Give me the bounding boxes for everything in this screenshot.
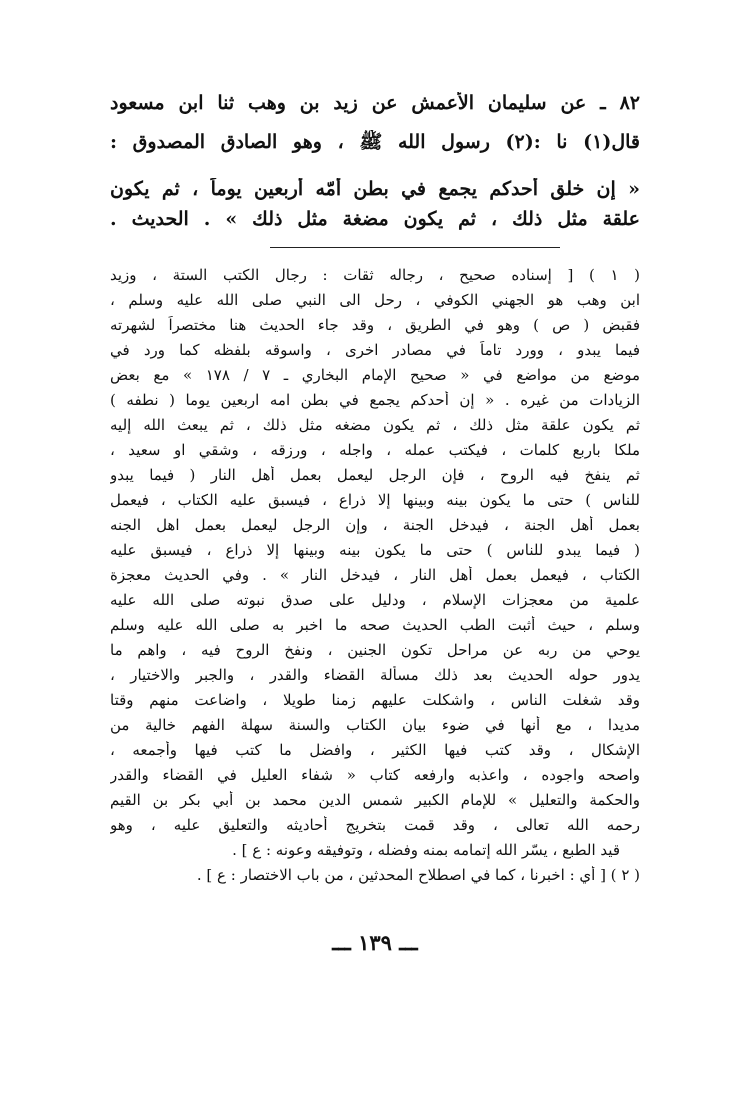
footnote-line: ثم يكون علقة مثل ذلك ، ثم يكون مضغه مثل ذلك ، ثم يبعث الله إليه xyxy=(110,416,640,434)
footnote-line: واصحه واجوده ، واعذبه وارفعه كتاب « شفاء العليل في القضاء والقدر xyxy=(110,766,640,784)
footnote-line: يوحي من ربه عن مراحل تكون الجنين ، ونفخ الروح فيه ، واهم ما xyxy=(110,641,640,659)
footnote-line: ( فيما يبدو للناس ) حتى ما يكون بينه وبينها إلا ذراع ، فيسبق عليه xyxy=(110,541,640,559)
footnote-line: علمية من معجزات الإسلام ، ودليل على صدق نبوته صلى الله عليه xyxy=(110,591,640,609)
footnote-line: الإشكال ، وقد كتب فيها الكثير ، وافضل ما كتب فيها وأجمعه ، xyxy=(110,741,640,759)
footnote-line: قيد الطبع ، يسّر الله إتمامه بمنه وفضله ، وتوفيقه وعونه : ع ] . xyxy=(232,841,620,859)
footnote-line: ( ١ ) [ إسناده صحيح ، رجاله ثقات : رجال الكتب الستة ، وزيد xyxy=(110,266,640,284)
footnote-line: فقبض ( ص ) وهو في الطريق ، وقد جاء الحديث هنا مختصراً لشهرته xyxy=(110,316,640,334)
footnote-separator xyxy=(270,247,560,248)
footnote-line: ابن وهب هو الجهني الكوفي ، رحل الى النبي صلى الله عليه وسلم ، xyxy=(110,291,640,309)
footnote-line: يدور حوله الحديث بعد ذلك مسألة القضاء والقدر ، والجبر والاختيار ، xyxy=(110,666,640,684)
hadith-line-4: علقة مثل ذلك ، ثم يكون مضغة مثل ذلك » . الحديث . xyxy=(110,208,640,230)
footnote-line: فيما يبدو ، وورد تاماً في مصادر اخرى ، واسوقه بلفظه كما ورد في xyxy=(110,341,640,359)
footnote-line: الكتاب ، فيعمل بعمل أهل النار ، فيدخل النار » . وفي الحديث معجزة xyxy=(110,566,640,584)
hadith-line-1: ٨٢ ـ عن سليمان الأعمش عن زيد بن وهب ثنا ابن مسعود xyxy=(110,92,640,114)
footnote-line: وسلم ، حيث أثبت الطب الحديث صحه ما اخبر به صلى الله عليه وسلم xyxy=(110,616,640,634)
footnote-line: ملكا باربع كلمات ، فيكتب عمله ، واجله ، ورزقه ، وشقي او سعيد ، xyxy=(110,441,640,459)
footnote-line: رحمه الله تعالى ، وقد قمت بتخريج أحاديثه والتعليق عليه ، وهو xyxy=(110,816,640,834)
footnote-line: بعمل أهل الجنة ، فيدخل الجنة ، وإن الرجل ليعمل بعمل اهل الجنه xyxy=(110,516,640,534)
footnote-line: الزيادات من غيره . « إن أحدكم يجمع في بطن امه اربعين يوما ( نطفه ) xyxy=(110,391,640,409)
hadith-line-2: قال(١) نا :(٢) رسول الله ﷺ ، وهو الصادق المصدوق : xyxy=(110,131,640,153)
footnote-line: والحكمة والتعليل » للإمام الكبير شمس الدين محمد بن أبي بكر بن القيم xyxy=(110,791,640,809)
hadith-line-3: « إن خلق أحدكم يجمع في بطن أمّه أربعين يوماً ، ثم يكون xyxy=(110,178,640,200)
footnote-line: موضع من مواضع في « صحيح الإمام البخاري ـ ٧ / ١٧٨ » مع بعض xyxy=(110,366,640,384)
footnote-line: ثم ينفخ فيه الروح ، فإن الرجل ليعمل بعمل أهل النار ( فيما يبدو xyxy=(110,466,640,484)
footnote-line: وقد شغلت الناس ، واشكلت عليهم زمنا طويلا ، واضاعت منهم وقتا xyxy=(110,691,640,709)
footnote-line: مديدا ، مع أنها في ضوء بيان الكتاب والسنة سهلة الفهم خالية من xyxy=(110,716,640,734)
footnote-line: للناس ) حتى ما يكون بينه وبينها إلا ذراع ، فيسبق عليه الكتاب ، فيعمل xyxy=(110,491,640,509)
page-number: ـــ ١٣٩ ـــ xyxy=(332,930,418,955)
footnote-2: ( ٢ ) [ أي : اخبرنا ، كما في اصطلاح المحدثين ، من باب الاختصار : ع ] . xyxy=(196,866,640,884)
